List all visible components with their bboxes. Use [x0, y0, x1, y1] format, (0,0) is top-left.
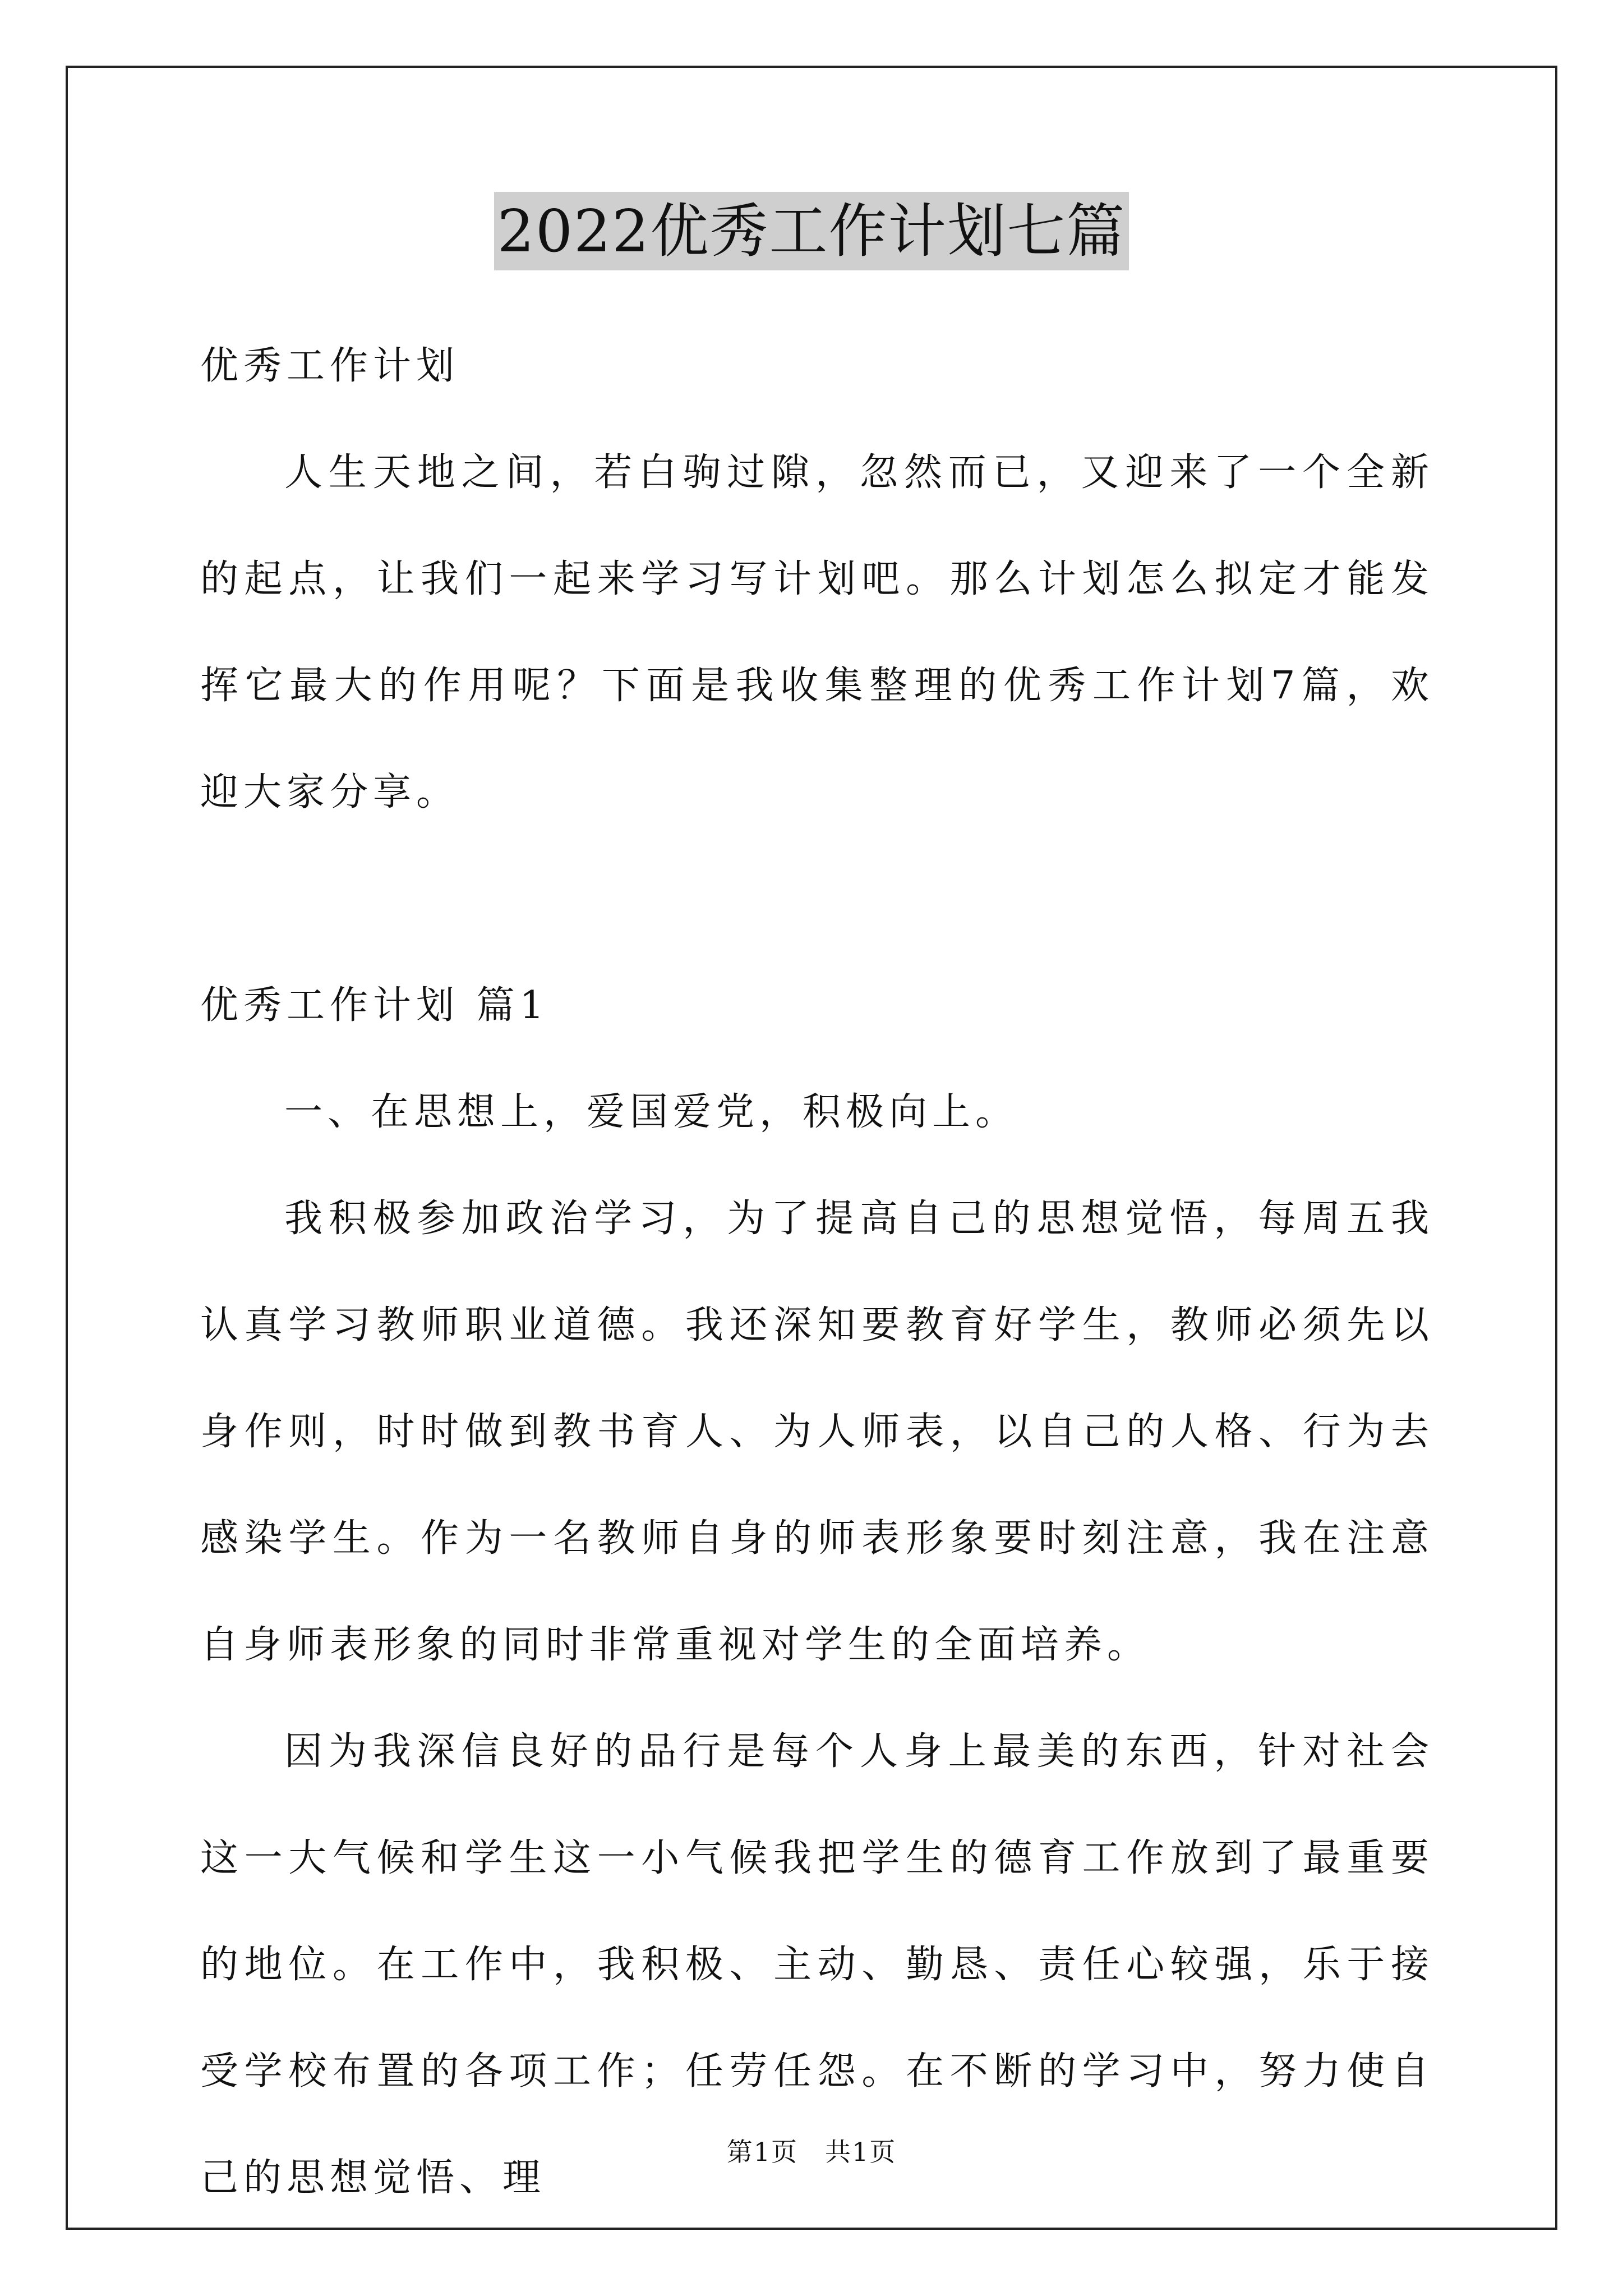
section-heading-1: 优秀工作计划 篇1: [200, 983, 549, 1028]
page-footer: 第1页 共1页: [726, 2137, 897, 2167]
document-title: [0, 192, 1623, 270]
body-paragraph-2: 因为我深信良好的品行是每个人身上最美的东西，针对社会这一大气候和学生这一小气候我把学生的德育工作放到了最重要的地位。在工作中，我积极、主动、勤恳、责任心较强，乐于接受学校布置的各项工作；任劳任怨。在不断的学习中，努力使自己的思想觉悟、理: [200, 1729, 1434, 2200]
section-point-1: 一、在思想上，爱国爱党，积极向上。: [284, 1090, 1019, 1134]
document-body: [200, 313, 1434, 2231]
subtitle: 优秀工作计划: [200, 344, 460, 388]
body-paragraph-1: 我积极参加政治学习，为了提高自己的思想觉悟，每周五我认真学习教师职业道德。我还深知要教育好学生，教师必须先以身作则，时时做到教书育人、为人师表，以自己的人格、行为去感染学生。作为一名教师自身的师表形象要时刻注意，我在注意自身师表形象的同时非常重视对学生的全面培养。: [200, 1197, 1434, 1667]
document-title-text: 2022优秀工作计划七篇: [494, 192, 1129, 270]
intro-paragraph: 人生天地之间，若白驹过隙，忽然而已，又迎来了一个全新的起点，让我们一起来学习写计划吧。那么计划怎么拟定才能发挥它最大的作用呢？下面是我收集整理的优秀工作计划7篇，欢迎大家分享。: [200, 450, 1434, 815]
